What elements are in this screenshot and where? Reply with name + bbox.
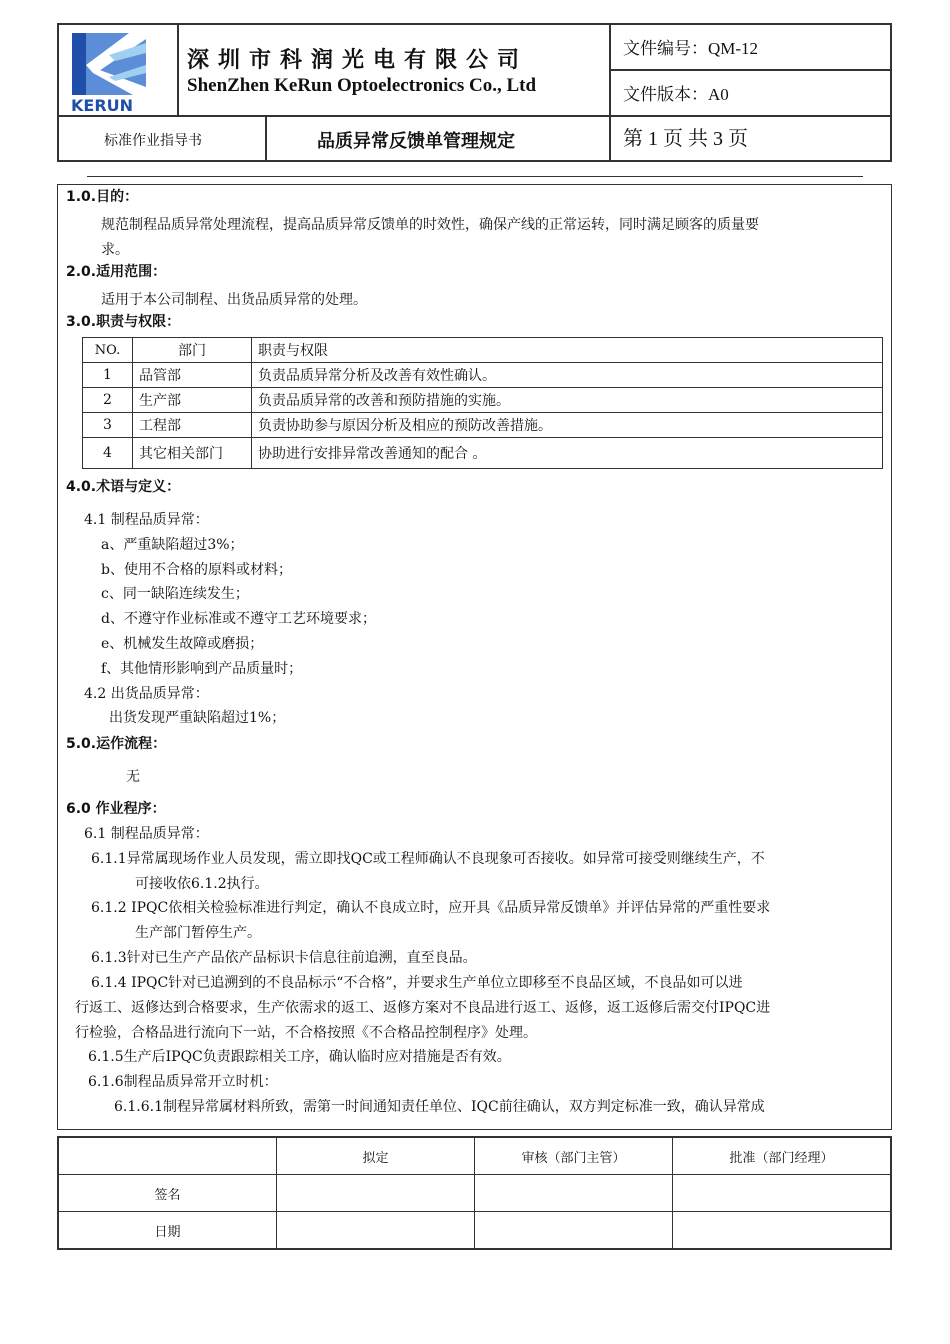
content-frame bbox=[57, 184, 892, 1130]
file-number-cell bbox=[610, 24, 891, 70]
section-1-text-cont: 求。 bbox=[101, 242, 129, 258]
row-dept: 其它相关部门 bbox=[133, 438, 252, 469]
row-no: 4 bbox=[83, 438, 133, 469]
header-dept: 部门 bbox=[133, 338, 252, 363]
date-approve-field[interactable] bbox=[673, 1212, 891, 1249]
company-name-zh: 深圳市科润光电有限公司 bbox=[187, 48, 529, 73]
header-duty: 职责与权限 bbox=[252, 338, 883, 363]
row-duty: 协助进行安排异常改善通知的配合 。 bbox=[252, 438, 883, 469]
section-6-1-4: 6.1.4 IPQC针对已追溯到的不良品标示“不合格”，并要求生产单位立即移至不良品区域，不良品如可以进 bbox=[91, 975, 743, 991]
sign-approve-field[interactable] bbox=[673, 1175, 891, 1212]
section-6-1-3: 6.1.3针对已生产产品依产品标识卡信息往前追溯，直至良品。 bbox=[91, 950, 477, 966]
section-4-1: 4.1 制程品质异常： bbox=[84, 512, 209, 528]
file-version-cell bbox=[610, 70, 891, 116]
responsibility-table bbox=[82, 337, 883, 469]
table-header-row bbox=[83, 338, 883, 363]
row-no: 2 bbox=[83, 388, 133, 413]
section-4-1-e: e、机械发生故障或磨损； bbox=[101, 636, 264, 652]
section-2-title: 2.0.适用范围： bbox=[66, 264, 167, 280]
date-row bbox=[59, 1212, 891, 1249]
section-4-title: 4.0.术语与定义： bbox=[66, 479, 181, 495]
section-6-1-2: 6.1.2 IPQC依相关检验标准进行判定，确认不良成立时，应开具《品质异常反馈单》并评估异常的严重性要求 bbox=[91, 900, 771, 916]
section-5-title: 5.0.运作流程： bbox=[66, 736, 167, 752]
section-5-text: 无 bbox=[126, 769, 140, 785]
section-3-title: 3.0.职责与权限： bbox=[66, 314, 181, 330]
row-no: 3 bbox=[83, 413, 133, 438]
date-draft-field[interactable] bbox=[277, 1212, 475, 1249]
row-duty: 负责品质异常分析及改善有效性确认。 bbox=[252, 363, 883, 388]
table-row bbox=[83, 363, 883, 388]
doc-title-cell bbox=[266, 116, 610, 161]
header-divider bbox=[87, 176, 863, 177]
file-number: 文件编号：QM-12 bbox=[623, 39, 759, 58]
sign-corner bbox=[59, 1138, 277, 1175]
doc-title: 品质异常反馈单管理规定 bbox=[317, 131, 515, 152]
sign-col-approve: 批准（部门经理） bbox=[673, 1138, 891, 1175]
sign-review-field[interactable] bbox=[475, 1175, 673, 1212]
section-6-1-1-cont: 可接收依6.1.2执行。 bbox=[135, 876, 269, 892]
sign-draft-field[interactable] bbox=[277, 1175, 475, 1212]
sign-row-label: 签名 bbox=[59, 1175, 277, 1212]
table-row bbox=[83, 413, 883, 438]
section-4-1-a: a、严重缺陷超过3%； bbox=[101, 537, 244, 553]
section-6-title: 6.0 作业程序： bbox=[66, 801, 166, 817]
row-no: 1 bbox=[83, 363, 133, 388]
table-row bbox=[83, 438, 883, 469]
section-4-1-f: f、其他情形影响到产品质量时； bbox=[101, 661, 303, 677]
section-6-1-4-cont2: 行检验，合格品进行流向下一站，不合格按照《不合格品控制程序》处理。 bbox=[75, 1025, 537, 1041]
sign-row bbox=[59, 1175, 891, 1212]
svg-text:KERUN: KERUN bbox=[71, 96, 134, 115]
section-6-1-5: 6.1.5生产后IPQC负责跟踪相关工序，确认临时应对措施是否有效。 bbox=[88, 1049, 511, 1065]
kerun-logo-icon bbox=[59, 25, 177, 115]
section-6-1-6: 6.1.6制程品质异常开立时机： bbox=[88, 1074, 278, 1090]
table-row bbox=[83, 388, 883, 413]
page-info-cell bbox=[610, 116, 891, 161]
section-4-1-c: c、同一缺陷连续发生； bbox=[101, 586, 249, 602]
section-6-1-2-cont: 生产部门暂停生产。 bbox=[135, 925, 261, 941]
date-row-label: 日期 bbox=[59, 1212, 277, 1249]
document-header bbox=[57, 23, 892, 162]
company-name-cell bbox=[178, 24, 610, 116]
section-6-1-4-cont: 行返工、返修达到合格要求，生产依需求的返工、返修方案对不良品进行返工、返修，返工返修后需交付IPQC进 bbox=[75, 1000, 771, 1016]
sign-header-row bbox=[59, 1138, 891, 1175]
row-duty: 负责协助参与原因分析及相应的预防改善措施。 bbox=[252, 413, 883, 438]
section-4-1-b: b、使用不合格的原料或材料； bbox=[101, 562, 292, 578]
section-1-title: 1.0.目的： bbox=[66, 189, 139, 205]
page-info: 第 1 页 共 3 页 bbox=[623, 128, 748, 150]
row-dept: 工程部 bbox=[133, 413, 252, 438]
sign-col-review: 审核（部门主管） bbox=[475, 1138, 673, 1175]
sign-col-draft: 拟定 bbox=[277, 1138, 475, 1175]
company-name-en: ShenZhen KeRun Optoelectronics Co., Ltd bbox=[187, 75, 537, 96]
header-no: NO. bbox=[83, 338, 133, 363]
doc-type-cell bbox=[58, 116, 266, 161]
section-6-1: 6.1 制程品质异常： bbox=[84, 826, 209, 842]
doc-type: 标准作业指导书 bbox=[104, 133, 202, 149]
section-1-text: 规范制程品质异常处理流程，提高品质异常反馈单的时效性，确保产线的正常运转，同时满足顾客的质量要 bbox=[101, 217, 759, 233]
section-4-1-d: d、不遵守作业标准或不遵守工艺环境要求； bbox=[101, 611, 376, 627]
row-dept: 生产部 bbox=[133, 388, 252, 413]
signature-table bbox=[57, 1136, 892, 1250]
row-dept: 品管部 bbox=[133, 363, 252, 388]
section-4-2-a: 出货发现严重缺陷超过1%； bbox=[109, 710, 286, 726]
company-logo-cell bbox=[58, 24, 178, 116]
section-2-text: 适用于本公司制程、出货品质异常的处理。 bbox=[101, 292, 367, 308]
section-4-2: 4.2 出货品质异常： bbox=[84, 686, 209, 702]
row-duty: 负责品质异常的改善和预防措施的实施。 bbox=[252, 388, 883, 413]
date-review-field[interactable] bbox=[475, 1212, 673, 1249]
file-version: 文件版本：A0 bbox=[623, 85, 729, 104]
section-6-1-1: 6.1.1异常属现场作业人员发现，需立即找QC或工程师确认不良现象可否接收。如异常可接受则继续生产，不 bbox=[91, 851, 765, 867]
section-6-1-6-1: 6.1.6.1制程异常属材料所致，需第一时间通知责任单位、IQC前往确认，双方判定标准一致，确认异常成 bbox=[114, 1099, 765, 1115]
